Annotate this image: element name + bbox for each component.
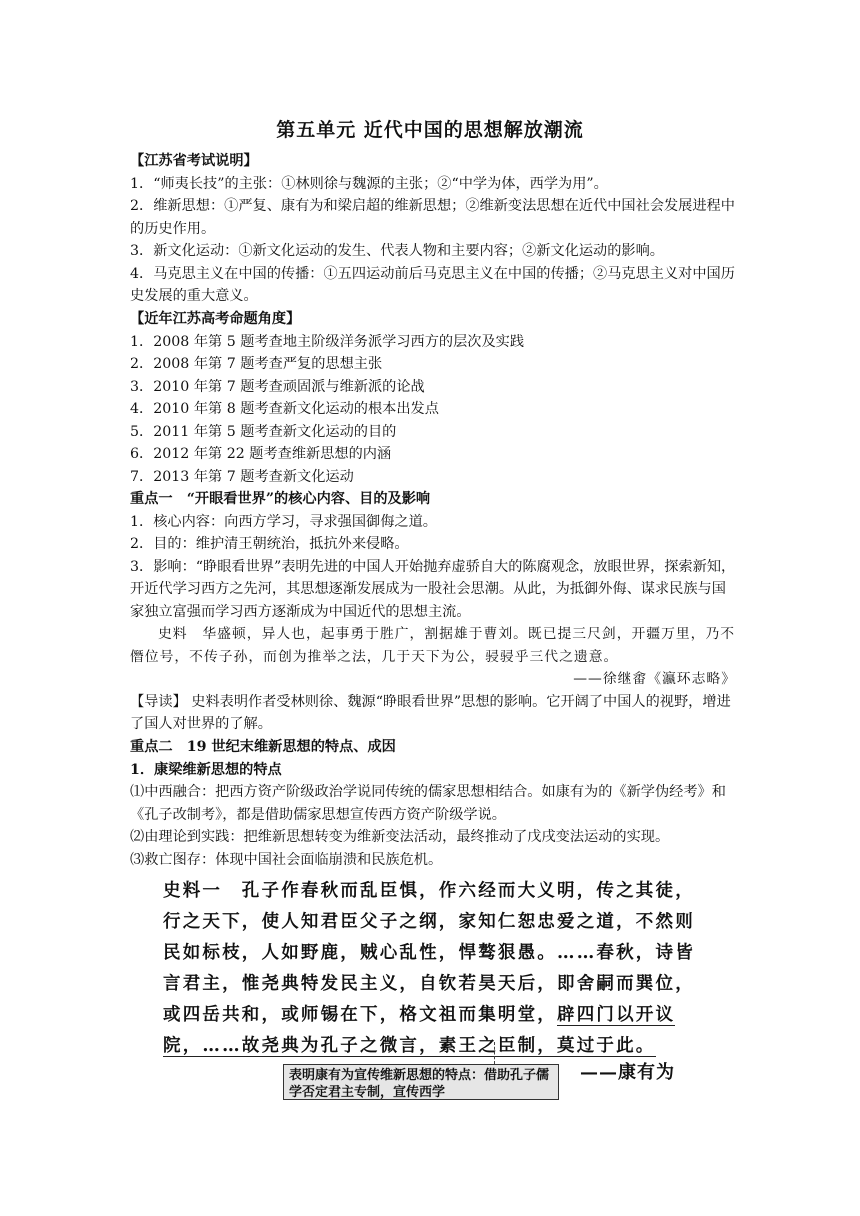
- subsection-heading: 1．康梁维新思想的特点: [130, 761, 282, 778]
- list-item: 5．2011 年第 5 题考查新文化运动的目的: [130, 423, 397, 440]
- source-label: 史料一: [163, 881, 223, 901]
- list-item: 7．2013 年第 7 题考查新文化运动: [130, 468, 354, 485]
- connector-line: [494, 1042, 495, 1064]
- key-point-one-section: [130, 488, 736, 736]
- section-heading: 【近年江苏高考命题角度】: [130, 311, 301, 327]
- figure-author: ——康有为: [580, 1062, 675, 1083]
- underlined-source-text: 辟四门以开议院，……故尧典为孔子之微言，素王之臣制，莫过于此。: [163, 1005, 676, 1056]
- list-item: 3．影响：“睁眼看世界”表明先进的中国人开始抛弃虚骄自大的陈腐观念，放眼世界，探索新知，开近代学习西方之先河，其思想逐渐发展成为一股社会思潮。从此，为抵御外侮、谋求民族与国家独立富强而学习西方逐渐成为中国近代的思想主流。: [130, 558, 736, 620]
- exam-angles-section: [130, 308, 736, 488]
- source-text-segment: 格文祖而集明堂，: [399, 1005, 558, 1025]
- key-point-two-section: [130, 736, 736, 871]
- list-item: 4．2010 年第 8 题考查新文化运动的根本出发点: [130, 401, 439, 417]
- list-item: 2．2008 年第 7 题考查严复的思想主张: [130, 356, 383, 372]
- list-item: ⑶救亡图存：体现中国社会面临崩溃和民族危机。: [130, 851, 443, 868]
- guide-note: 【导读】 史料表明作者受林则徐、魏源“睁眼看世界”思想的影响。它开阔了中国人的视野，增进了国人对世界的了解。: [130, 693, 731, 732]
- source-attribution: ——徐继畬《瀛环志略》: [573, 671, 736, 687]
- list-item: 2．目的：维护清王朝统治，抵抗外来侵略。: [130, 536, 409, 552]
- list-item: 1．2008 年第 5 题考查地主阶级洋务派学习西方的层次及实践: [130, 333, 525, 350]
- list-item: 2．维新思想：①严复、康有为和梁启超的维新思想；②维新变法思想在近代中国社会发展进程中的历史作用。: [130, 198, 735, 237]
- exam-notes-section: [130, 150, 736, 308]
- source-figure-text: [163, 876, 703, 1062]
- list-item: ⑵由理论到实践：把维新思想转变为维新变法活动，最终推动了戊戌变法运动的实现。: [130, 829, 670, 845]
- list-item: ⑴中西融合：把西方资产阶级政治学说同传统的儒家思想相结合。如康有为的《新学伪经考》和《孔子改制考》，都是借助儒家思想宣传西方资产阶级学说。: [130, 784, 726, 823]
- list-item: 4．马克思主义在中国的传播：①五四运动前后马克思主义在中国的传播；②马克思主义对中国历史发展的重大意义。: [130, 265, 735, 304]
- list-item: 3．新文化运动：①新文化运动的发生、代表人物和主要内容；②新文化运动的影响。: [130, 243, 664, 259]
- section-heading: 重点一 “开眼看世界”的核心内容、目的及影响: [130, 491, 431, 507]
- section-heading: 【江苏省考试说明】: [130, 153, 258, 169]
- historical-source-quote: 史料 华盛顿，异人也，起事勇于胜广，割据雄于曹刘。既已提三尺剑，开疆万里，乃不僭位号，不传子孙，而创为推举之法，几于天下为公，骎骎乎三代之遗意。: [130, 626, 736, 665]
- section-heading: 重点二 19 世纪末维新思想的特点、成因: [130, 739, 396, 755]
- list-item: 1．核心内容：向西方学习，寻求强国御侮之道。: [130, 513, 437, 530]
- annotation-box: 表明康有为宣传维新思想的特点：借助孔子儒学否定君主专制，宣传西学: [283, 1064, 559, 1100]
- list-item: 6．2012 年第 22 题考查维新思想的内涵: [130, 446, 392, 462]
- list-item: 3．2010 年第 7 题考查顽固派与维新派的论战: [130, 378, 425, 395]
- page-title: 第五单元 近代中国的思想解放潮流: [276, 119, 584, 141]
- list-item: 1．“师夷长技”的主张：①林则徐与魏源的主张；②“中学为体，西学为用”。: [130, 175, 608, 192]
- source-text: 孔子作春秋而乱臣惧，作六经而大义明，传之其徒，行之天下，使人知君臣父子之纲，家知仁恕忠爱之道，不然则民如标枝，人如野鹿，贼心乱性，悍骜狠愚。……春秋，诗皆言君主，惟尧典特发民主义，自钦若昊天后，即舍嗣而巽位，或四岳共和，或师锡在下，: [163, 881, 695, 1025]
